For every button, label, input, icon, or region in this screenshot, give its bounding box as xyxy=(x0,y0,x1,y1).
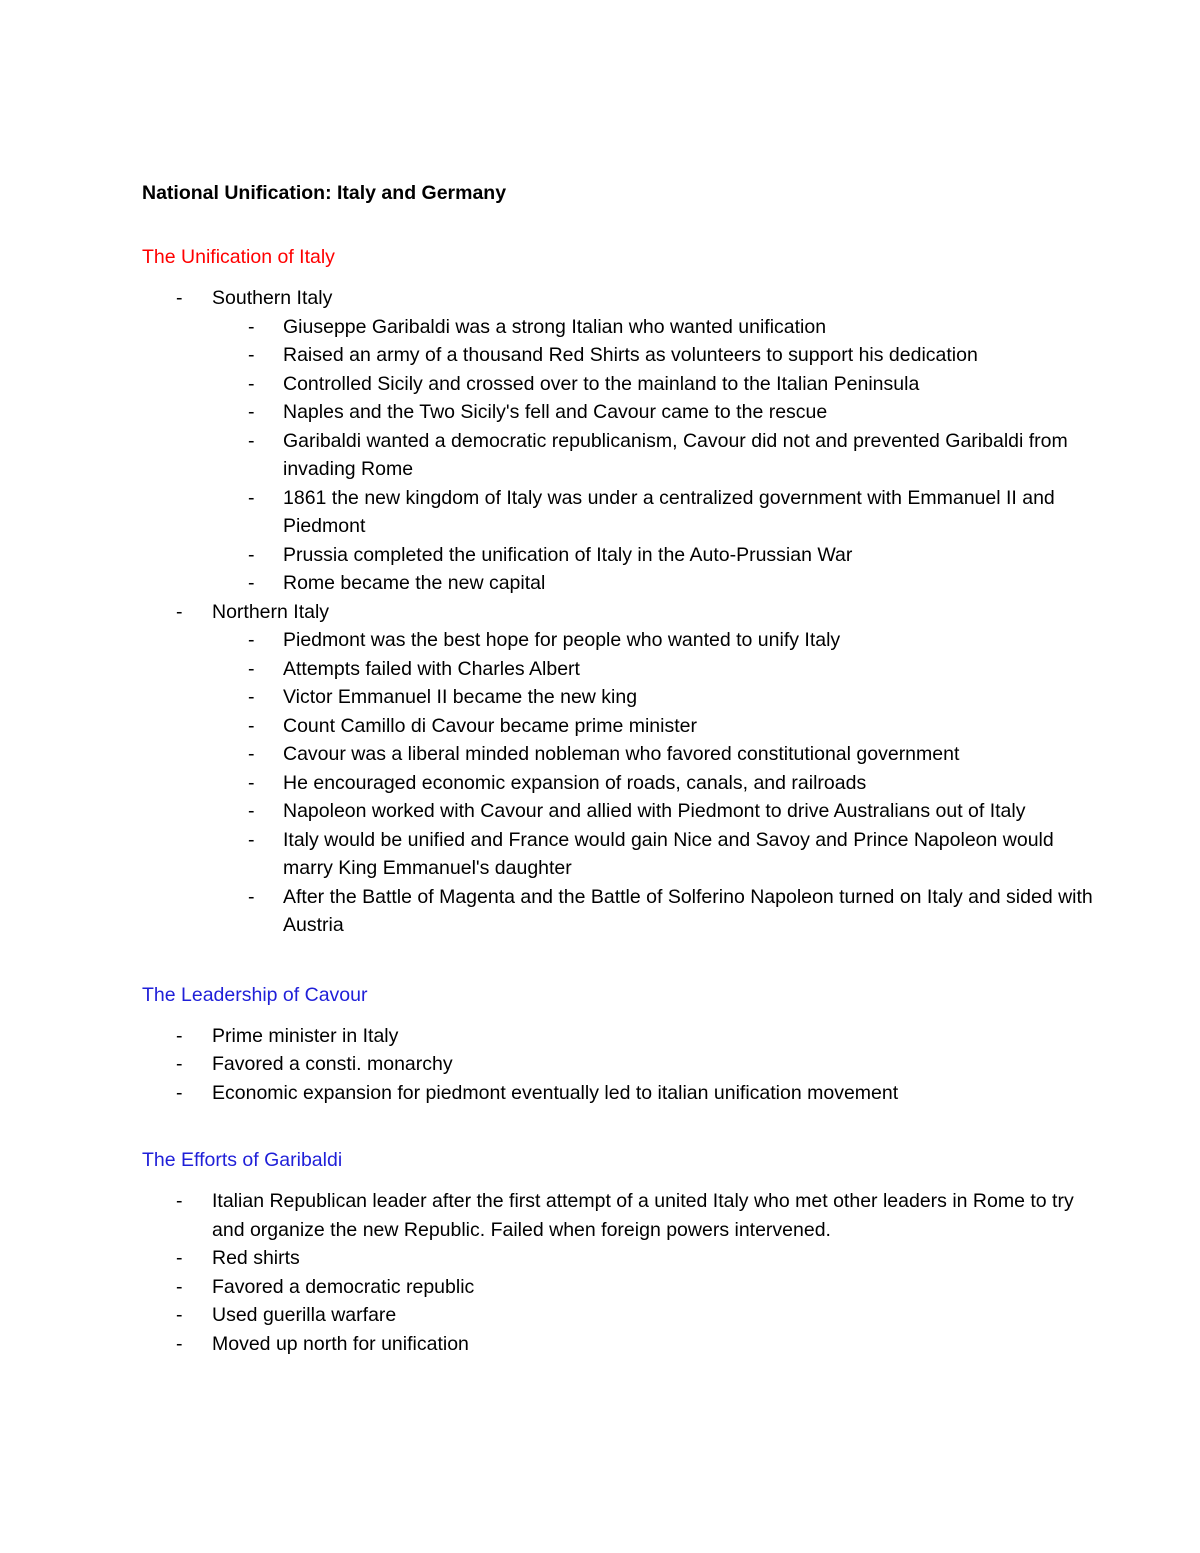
bullet-dash: - xyxy=(248,657,255,680)
item-text: Garibaldi wanted a democratic republicanism, Cavour did not and prevented Garibaldi from invading Rome xyxy=(283,429,1068,480)
item-text: Controlled Sicily and crossed over to the mainland to the Italian Peninsula xyxy=(283,372,920,395)
item-text: Favored a democratic republic xyxy=(212,1275,475,1298)
bullet-dash: - xyxy=(248,486,255,509)
heading-leadership-of-cavour: The Leadership of Cavour xyxy=(142,983,368,1006)
bullet-dash: - xyxy=(176,1275,183,1298)
bullet-dash: - xyxy=(248,629,255,651)
list-item xyxy=(142,769,1102,798)
list-item xyxy=(142,398,1102,427)
item-label: Southern Italy xyxy=(212,287,333,309)
bullet-dash: - xyxy=(176,287,183,309)
unification-list xyxy=(142,284,1102,940)
bullet-dash: - xyxy=(176,1332,183,1355)
list-item xyxy=(142,826,1102,883)
list-item xyxy=(142,370,1102,399)
bullet-dash: - xyxy=(248,344,255,366)
item-text: Economic expansion for piedmont eventually led to italian unification movement xyxy=(212,1081,899,1104)
list-item xyxy=(142,883,1102,940)
item-text: Attempts failed with Charles Albert xyxy=(283,657,580,680)
heading-efforts-of-garibaldi: The Efforts of Garibaldi xyxy=(142,1149,343,1171)
bullet-dash: - xyxy=(248,800,255,822)
item-text: Raised an army of a thousand Red Shirts as volunteers to support his dedication xyxy=(283,344,978,366)
document-title: National Unification: Italy and Germany xyxy=(142,182,507,204)
bullet-dash: - xyxy=(248,714,255,737)
item-text: Giuseppe Garibaldi was a strong Italian who wanted unification xyxy=(283,315,827,338)
cavour-list xyxy=(142,1022,1102,1108)
list-item xyxy=(142,484,1102,541)
bullet-dash: - xyxy=(248,771,255,794)
bullet-dash: - xyxy=(176,1024,183,1047)
item-text: Used guerilla warfare xyxy=(212,1304,397,1326)
item-text: Favored a consti. monarchy xyxy=(212,1053,453,1075)
heading-unification-of-italy: The Unification of Italy xyxy=(142,246,335,268)
list-item xyxy=(142,1301,1102,1330)
document-page xyxy=(142,178,1102,1358)
list-item xyxy=(142,712,1102,741)
list-item xyxy=(142,1273,1102,1302)
item-text: Prime minister in Italy xyxy=(212,1024,399,1047)
list-item xyxy=(142,569,1102,598)
item-text: Count Camillo di Cavour became prime minister xyxy=(283,714,697,737)
bullet-dash: - xyxy=(248,372,255,395)
item-text: Red shirts xyxy=(212,1247,300,1269)
list-item xyxy=(142,1330,1102,1359)
list-item xyxy=(142,683,1102,712)
list-item xyxy=(142,1022,1102,1051)
item-text: After the Battle of Magenta and the Battle of Solferino Napoleon turned on Italy and sided with Austria xyxy=(283,885,1093,936)
list-item xyxy=(142,541,1102,570)
item-text: Italy would be unified and France would gain Nice and Savoy and Prince Napoleon would marry King Emmanuel's daughter xyxy=(283,828,1054,879)
list-item xyxy=(142,1187,1102,1244)
bullet-dash: - xyxy=(248,743,255,765)
bullet-dash: - xyxy=(248,828,255,851)
item-text: Napoleon worked with Cavour and allied with Piedmont to drive Australians out of Italy xyxy=(283,800,1026,822)
list-item xyxy=(142,427,1102,484)
bullet-dash: - xyxy=(248,572,255,594)
list-item xyxy=(142,341,1102,370)
bullet-dash: - xyxy=(176,1081,183,1104)
list-item-southern-italy xyxy=(142,284,1102,313)
list-item xyxy=(142,655,1102,684)
item-text: Piedmont was the best hope for people who wanted to unify Italy xyxy=(283,629,841,651)
bullet-dash: - xyxy=(248,686,255,708)
item-text: He encouraged economic expansion of roads, canals, and railroads xyxy=(283,771,867,794)
item-label: Northern Italy xyxy=(212,600,330,623)
bullet-dash: - xyxy=(176,1053,183,1075)
bullet-dash: - xyxy=(248,315,255,338)
item-text: 1861 the new kingdom of Italy was under a centralized government with Emmanuel II and Piedmont xyxy=(283,486,1055,537)
item-text: Moved up north for unification xyxy=(212,1332,469,1355)
item-text: Italian Republican leader after the first attempt of a united Italy who met other leaders in Rome to try and organize the new Republic. Failed when foreign powers intervened. xyxy=(212,1190,1074,1241)
item-text: Naples and the Two Sicily's fell and Cavour came to the rescue xyxy=(283,401,828,423)
list-item xyxy=(142,1244,1102,1273)
bullet-dash: - xyxy=(176,1304,183,1326)
bullet-dash: - xyxy=(176,1190,183,1212)
list-item xyxy=(142,313,1102,342)
list-item xyxy=(142,626,1102,655)
garibaldi-list xyxy=(142,1187,1102,1358)
bullet-dash: - xyxy=(248,429,255,452)
item-text: Cavour was a liberal minded nobleman who favored constitutional government xyxy=(283,743,960,765)
bullet-dash: - xyxy=(248,401,255,423)
item-text: Rome became the new capital xyxy=(283,572,546,594)
list-item xyxy=(142,1079,1102,1108)
list-item xyxy=(142,1050,1102,1079)
bullet-dash: - xyxy=(248,543,255,566)
item-text: Victor Emmanuel II became the new king xyxy=(283,686,638,708)
item-text: Prussia completed the unification of Italy in the Auto-Prussian War xyxy=(283,543,853,566)
bullet-dash: - xyxy=(176,1247,183,1269)
list-item xyxy=(142,797,1102,826)
bullet-dash: - xyxy=(176,600,183,623)
list-item xyxy=(142,740,1102,769)
bullet-dash: - xyxy=(248,885,255,908)
list-item-northern-italy xyxy=(142,598,1102,627)
